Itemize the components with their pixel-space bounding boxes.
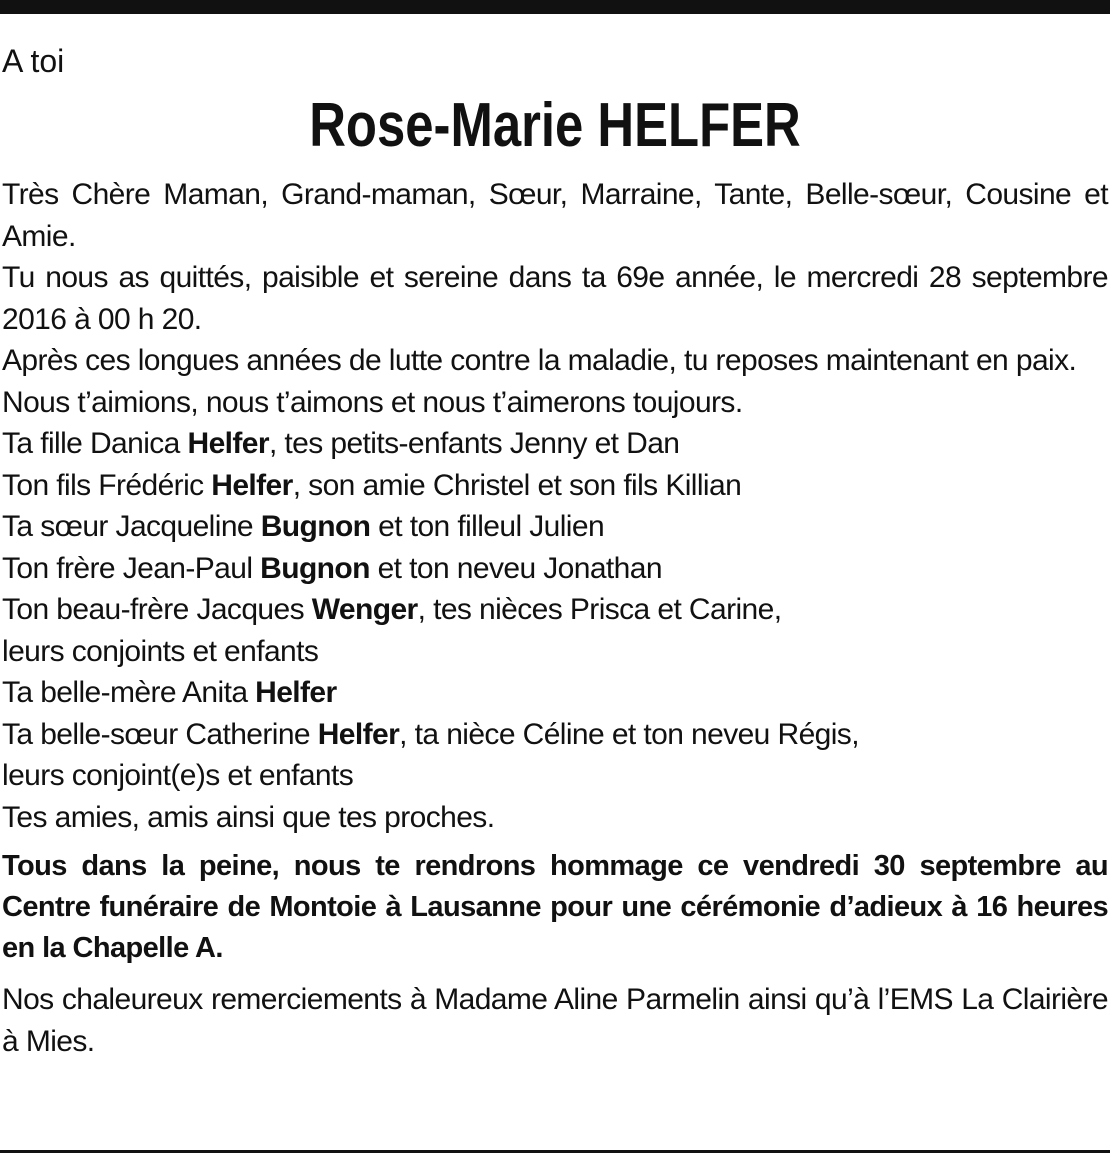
family-line	[2, 548, 1108, 590]
family-line	[2, 797, 1108, 839]
family-surname: Helfer	[187, 427, 269, 460]
family-relation: leurs conjoint(e)s et enfants	[2, 759, 354, 792]
family-surname: Bugnon	[260, 551, 370, 585]
family-line	[2, 714, 1108, 756]
family-surname: Helfer	[317, 717, 400, 751]
family-surname: Helfer	[211, 468, 293, 502]
family-detail: et ton neveu Jonathan	[369, 551, 662, 585]
intro-text	[2, 174, 1108, 423]
deceased-name: Rose-Marie HELFER	[309, 91, 801, 160]
family-line	[2, 465, 1108, 507]
bottom-rule	[0, 1150, 1110, 1153]
family-line	[2, 506, 1108, 548]
ceremony-announcement: Tous dans la peine, nous te rendrons hommage ce vendredi 30 septembre au Centre funéraire de Montoie à Lausanne pour une cérémonie d’adieux à 16 heures en la Chapelle A.	[2, 850, 1108, 964]
family-detail: , ta nièce Céline et ton neveu Régis,	[399, 717, 859, 751]
family-line	[2, 631, 1108, 673]
intro-paragraph: Tu nous as quittés, paisible et sereine dans ta 69e année, le mercredi 28 septembre 2016 à 00 h 20.	[2, 261, 1108, 336]
intro-paragraph: Très Chère Maman, Grand-maman, Sœur, Marraine, Tante, Belle-sœur, Cousine et Amie.	[2, 178, 1108, 253]
family-relation: Ta sœur Jacqueline	[2, 510, 261, 543]
family-line	[2, 672, 1108, 714]
family-surname: Helfer	[255, 676, 337, 709]
intro-paragraph: Après ces longues années de lutte contre la maladie, tu reposes maintenant en paix.	[2, 344, 1077, 377]
family-detail: , son amie Christel et son fils Killian	[292, 468, 742, 502]
family-relation: leurs conjoints et enfants	[2, 634, 319, 668]
family-surname: Wenger	[311, 593, 418, 626]
family-relation: Ton frère Jean-Paul	[2, 551, 261, 585]
family-relation: Tes amies, amis ainsi que tes proches.	[2, 800, 495, 834]
family-surname: Bugnon	[260, 510, 371, 543]
top-rule	[0, 0, 1110, 14]
obituary-notice	[2, 38, 1108, 1062]
family-line	[2, 755, 1108, 797]
family-relation: Ton fils Frédéric	[2, 468, 212, 502]
family-relation: Ta belle-sœur Catherine	[2, 717, 318, 751]
family-list	[2, 423, 1108, 838]
family-line	[2, 423, 1108, 465]
family-detail: , tes petits-enfants Jenny et Dan	[268, 427, 680, 460]
greeting: A toi	[2, 43, 65, 79]
family-detail: et ton filleul Julien	[370, 510, 605, 543]
family-line	[2, 589, 1108, 631]
family-relation: Ta belle-mère Anita	[2, 676, 256, 709]
family-detail: , tes nièces Prisca et Carine,	[417, 593, 782, 626]
intro-paragraph: Nous t’aimions, nous t’aimons et nous t’aimerons toujours.	[2, 385, 743, 419]
thanks-text: Nos chaleureux remerciements à Madame Aline Parmelin ainsi qu’à l’EMS La Clairière à Mies.	[2, 983, 1108, 1058]
family-relation: Ta fille Danica	[2, 427, 188, 460]
family-relation: Ton beau-frère Jacques	[2, 593, 312, 626]
